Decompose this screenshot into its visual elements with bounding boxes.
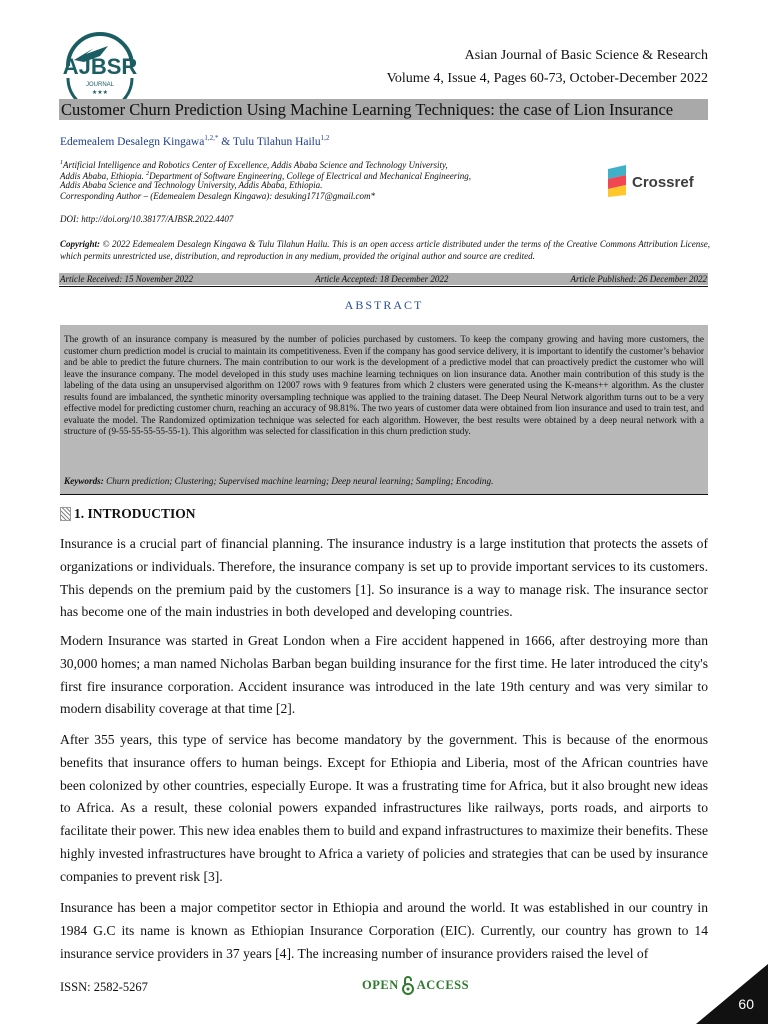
- copyright-notice: [60, 238, 710, 262]
- copyright-text: © 2022 Edemealem Desalegn Kingawa & Tulu Tilahun Hailu. This is an open access article distributed under the terms of the Creative Commons Attribution License, which permits unrestricted use, distribution, and reproduction in any medium, provided the original author and source are credited.: [60, 239, 710, 261]
- corresponding-author: Corresponding Author – (Edemealem Desalegn Kingawa): desuking1717@gmail.com*: [60, 191, 375, 201]
- date-accepted: Article Accepted: 18 December 2022: [315, 274, 449, 284]
- affiliation-1-text: Artificial Intelligence and Robotics Center of Excellence, Addis Ababa Science and Technology University,: [63, 160, 448, 170]
- affiliation-line-3: Addis Ababa Science and Technology University, Addis Ababa, Ethiopia.: [60, 180, 323, 190]
- section-heading-introduction: [60, 506, 196, 522]
- date-received: Article Received: 15 November 2022: [60, 274, 193, 284]
- access-label: ACCESS: [416, 977, 470, 992]
- abstract-text: The growth of an insurance company is measured by the number of policies purchased by customers. To keep the company growing and having more customers, the customer churn prediction model is crucial to maintain its competitiveness. Even if the company has good service delivery, it is important to identify the customer’s behavior and be able to predict the future churners. The main contribution to our work is the development of a predictive model that can proactively predict the customer who will leave the insurance company. The model developed in this study uses machine learning techniques on lion insurance data. Another main contribution of this study is the labeling of the data using an unsupervised algorithm on 12007 rows with 9 features from which 2 clusters were generated using the K-means++ algorithm. As the cluster results found are imbalanced, the synthetic minority oversampling technique was applied to the training dataset. The Deep Neural Network algorithm turns out to be a very effective model for predicting customer churn, reaching an accuracy of 98.81%. The two years of customer data were obtained from lion insurance and used to train test, and evaluate the model. The Randomized optimization technique was selected for each algorithm. However, the best results were obtained by a deep neural network with a structure of (9-55-55-55-55-55-1). This algorithm was selected for classification in this churn prediction study.: [64, 334, 704, 436]
- affiliation-2-text: Department of Software Engineering, College of Electrical and Mechanical Engineering,: [149, 171, 471, 181]
- paragraph-4: Insurance has been a major competitor sector in Ethiopia and around the world. It was established in our country in 1984 G.C its name is known as Ethiopian Insurance Corporation (EIC). Currently, our country has grown to 14 insurance service providers in 37 years [4]. The increasing number of insurance providers raised the level of: [60, 900, 708, 961]
- open-label: OPEN: [362, 977, 399, 992]
- copyright-label: Copyright:: [60, 239, 101, 249]
- date-published: Article Published: 26 December 2022: [570, 274, 707, 284]
- paragraph-2: Modern Insurance was started in Great London when a Fire accident happened in 1666, after destroying more than 30,000 homes; a man named Nicholas Barban began building insurance for the first time. He later introduced the city's first fire insurance corporation. Accident insurance was introduced in the late 19th century and was very similar to modern disability coverage at that time [2].: [60, 633, 708, 717]
- paragraph-1: Insurance is a crucial part of financial planning. The insurance industry is a large institution that protects the assets of organizations or individuals. Therefore, the insurance company is set up to provide important services to its customers. This depends on the premium paid by the customers [1]. So insurance is a way to manage risk. The insurance sector has become one of the main industries in both developed and developing countries.: [60, 536, 708, 620]
- affiliation-2-prefix: Addis Ababa, Ethiopia.: [60, 171, 147, 181]
- logo-subtext: JOURNAL: [85, 82, 115, 88]
- author-2-sup: 1,2: [320, 134, 330, 142]
- journal-volume: Volume 4, Issue 4, Pages 60-73, October-December 2022: [386, 71, 708, 86]
- keywords: [64, 476, 704, 486]
- affiliation-2-sup: 2: [146, 171, 150, 177]
- author-2[interactable]: Tulu Tilahun Hailu: [232, 135, 321, 148]
- paper-title: Customer Churn Prediction Using Machine Learning Techniques: the case of Lion Insurance: [59, 99, 708, 120]
- author-separator: &: [218, 135, 233, 148]
- abstract-heading: ABSTRACT: [344, 298, 424, 312]
- doi-link[interactable]: DOI: http://doi.org/10.38177/AJBSR.2022.4407: [60, 214, 234, 224]
- open-access-badge: [362, 975, 469, 995]
- page-corner-triangle: [696, 964, 768, 1024]
- journal-name: Asian Journal of Basic Science & Research: [464, 48, 708, 63]
- ajbsr-logo: [54, 26, 146, 100]
- page-number: 60: [738, 996, 754, 1012]
- divider: [59, 286, 708, 287]
- keywords-label: Keywords:: [64, 476, 104, 486]
- article-dates-bar: [59, 273, 708, 285]
- logo-wordmark: AJBSR: [62, 54, 138, 79]
- author-1[interactable]: Edemealem Desalegn Kingawa: [60, 135, 205, 148]
- crossref-label: Crossref: [632, 174, 694, 191]
- issn: ISSN: 2582-5267: [60, 980, 148, 994]
- crossref-badge[interactable]: [606, 163, 710, 199]
- svg-text:★★★: ★★★: [91, 90, 109, 96]
- paragraph-3: After 355 years, this type of service has become mandatory by the government. This is because of the enormous benefits that insurance offers to human beings. Except for Ethiopia and Liberia, most of the African countries have been colonized by other countries, especially Europe. It was a frustrating time for Africa, but it also brought new ideas to Africa. As a result, these colonial powers expanded infrastructures like railways, ports roads, and airports to facilitate their power. This new idea enables them to build and expand infrastructures to maximize their benefits. These highly invested infrastructures have brought to Africa a variety of policies and strategies that can be used by insurance companies to prevent risk [3].: [60, 732, 708, 884]
- section-marker-icon: [60, 507, 71, 521]
- affiliation-1-sup: 1: [60, 160, 63, 166]
- open-lock-icon: [402, 975, 414, 995]
- author-1-sup: 1,2,*: [204, 134, 219, 142]
- section-heading-text: 1. INTRODUCTION: [74, 506, 196, 521]
- keywords-text: Churn prediction; Clustering; Supervised machine learning; Deep neural learning; Sampling; Encoding.: [103, 476, 494, 486]
- author-line: [60, 134, 329, 148]
